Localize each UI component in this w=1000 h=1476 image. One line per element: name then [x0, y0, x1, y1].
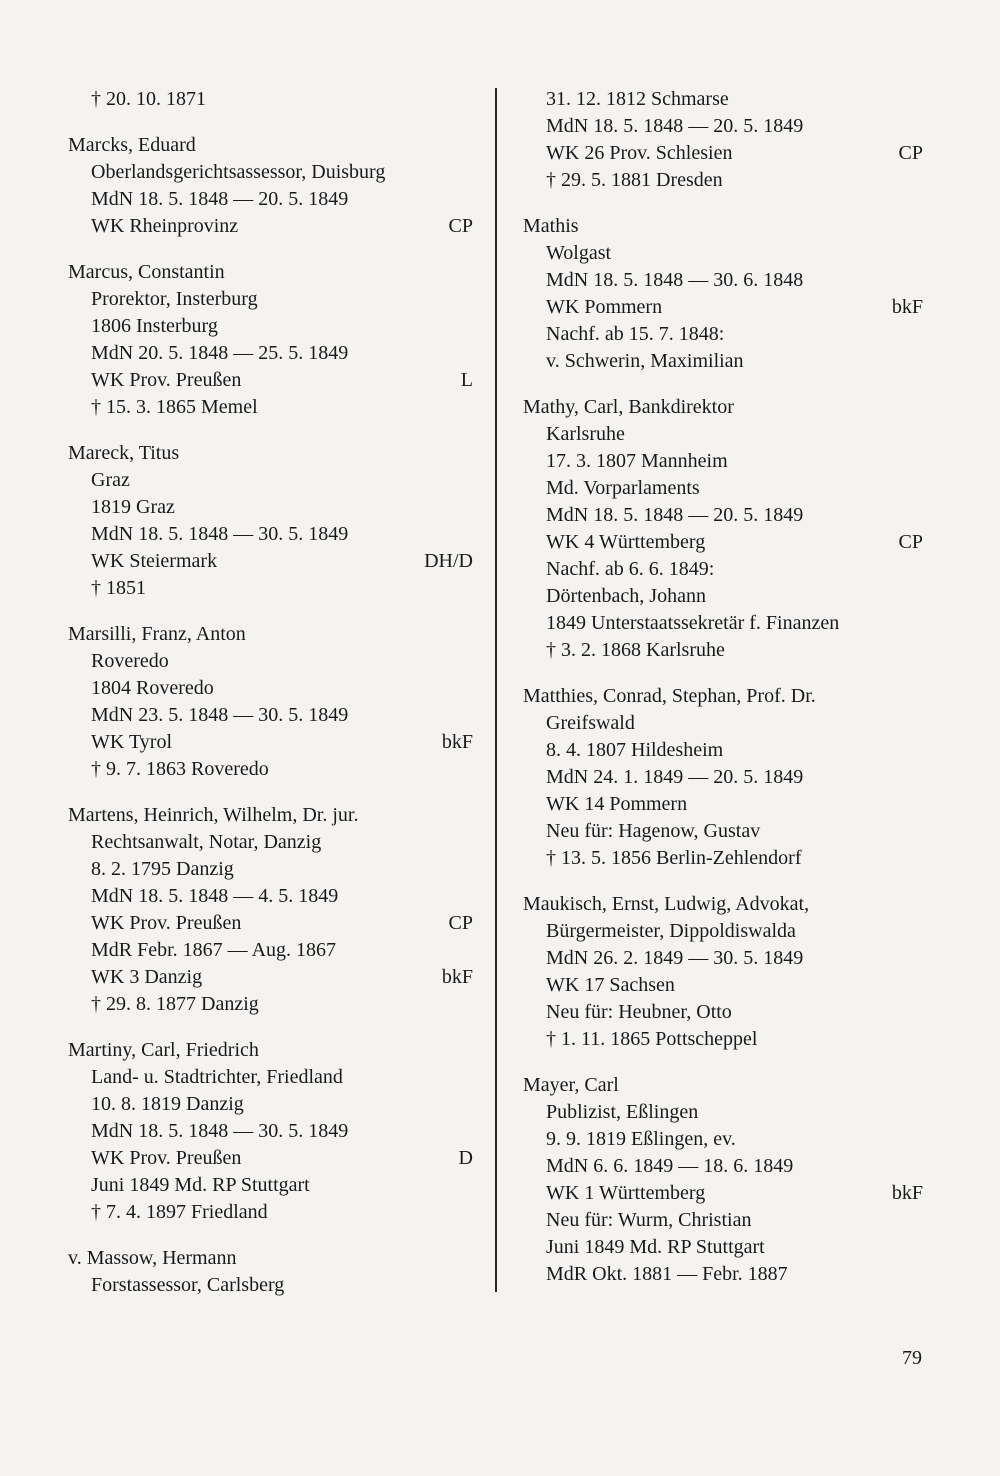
entry-detail-line	[68, 186, 473, 213]
entry-detail-line	[68, 367, 473, 394]
entry-detail-text: 1819 Graz	[91, 496, 175, 518]
entry-detail-line	[523, 267, 923, 294]
entry-name: Matthies, Conrad, Stephan, Prof. Dr.	[523, 685, 816, 707]
entry-detail-line	[68, 1145, 473, 1172]
entry-name-line	[523, 1072, 923, 1099]
entry-detail-line	[523, 86, 923, 113]
entry-detail-line	[523, 610, 923, 637]
entry-name-line	[68, 802, 473, 829]
entry-detail-line	[68, 1172, 473, 1199]
entry	[68, 132, 473, 240]
entry	[523, 683, 923, 872]
entry-detail-line	[523, 583, 923, 610]
entry-detail-line	[523, 448, 923, 475]
entry-name-line	[68, 440, 473, 467]
entry-detail-line	[523, 637, 923, 664]
entry-detail-line	[523, 348, 923, 375]
party-label: bkF	[441, 966, 473, 988]
entry-detail-text: Nachf. ab 6. 6. 1849:	[546, 558, 715, 580]
entry-detail-text: 1804 Roveredo	[91, 677, 214, 699]
entry-detail-text: MdN 24. 1. 1849 — 20. 5. 1849	[546, 766, 804, 788]
entry-detail-line	[68, 467, 473, 494]
entry	[523, 213, 923, 375]
entry-detail-text: MdN 18. 5. 1848 — 20. 5. 1849	[546, 115, 804, 137]
entry-name: Maukisch, Ernst, Ludwig, Advokat,	[523, 893, 810, 915]
entry-detail-text: 10. 8. 1819 Danzig	[91, 1093, 244, 1115]
entry-detail-line	[68, 394, 473, 421]
entry	[523, 891, 923, 1053]
entry-detail-line	[68, 702, 473, 729]
entry-detail-line	[68, 286, 473, 313]
page-number: 79	[902, 1347, 922, 1369]
entry-detail-text: Land- u. Stadtrichter, Friedland	[91, 1066, 343, 1088]
entry	[523, 394, 923, 664]
entry	[68, 621, 473, 783]
entry-detail-line	[68, 729, 473, 756]
entry-detail-line	[523, 972, 923, 999]
entry-name-line	[68, 259, 473, 286]
entry-detail-line	[68, 494, 473, 521]
entry-detail-text: Forstassessor, Carlsberg	[91, 1274, 285, 1296]
entry-detail-line	[523, 556, 923, 583]
entry-name-line	[68, 1245, 473, 1272]
entry-detail-line	[523, 1099, 923, 1126]
entry-detail-text: Dörtenbach, Johann	[546, 585, 706, 607]
entry-detail-text: 8. 4. 1807 Hildesheim	[546, 739, 724, 761]
entry-detail-text: WK Tyrol	[91, 731, 172, 753]
entry-name-line	[68, 132, 473, 159]
entry-detail-line	[68, 313, 473, 340]
entry	[68, 802, 473, 1018]
entry-detail-line	[523, 1234, 923, 1261]
entry-detail-text: Publizist, Eßlingen	[546, 1101, 699, 1123]
party-label: CP	[898, 142, 923, 164]
entry-detail-text: Neu für: Heubner, Otto	[546, 1001, 732, 1023]
entry-detail-text: † 15. 3. 1865 Memel	[91, 396, 258, 418]
entry-detail-text: Prorektor, Insterburg	[91, 288, 258, 310]
entry-detail-text: Roveredo	[91, 650, 169, 672]
entry-detail-text: WK Rheinprovinz	[91, 215, 239, 237]
entry-detail-text: † 29. 5. 1881 Dresden	[546, 169, 723, 191]
entry-detail-text: Juni 1849 Md. RP Stuttgart	[91, 1174, 310, 1196]
entry-detail-text: MdN 18. 5. 1848 — 20. 5. 1849	[546, 504, 804, 526]
entry-detail-line	[523, 710, 923, 737]
entry-detail-line	[523, 167, 923, 194]
left-column	[68, 86, 473, 1318]
entry-detail-text: MdN 26. 2. 1849 — 30. 5. 1849	[546, 947, 804, 969]
entry-detail-line	[523, 999, 923, 1026]
entry-detail-line	[523, 945, 923, 972]
entry-detail-text: † 9. 7. 1863 Roveredo	[91, 758, 269, 780]
entry-detail-line	[68, 1199, 473, 1226]
entry-detail-text: Greifswald	[546, 712, 635, 734]
entry-detail-text: WK Pommern	[546, 296, 663, 318]
entry-detail-text: † 1851	[91, 577, 146, 599]
entry-detail-line	[68, 521, 473, 548]
entry	[68, 259, 473, 421]
entry-detail-line	[68, 991, 473, 1018]
entry-detail-text: Oberlandsgerichtsassessor, Duisburg	[91, 161, 386, 183]
entry-detail-line	[68, 548, 473, 575]
entry	[68, 1245, 473, 1299]
party-label: CP	[898, 531, 923, 553]
party-label: CP	[448, 215, 473, 237]
party-label: L	[460, 369, 473, 391]
entry-detail-text: WK 3 Danzig	[91, 966, 203, 988]
entry-detail-text: Neu für: Hagenow, Gustav	[546, 820, 761, 842]
entry-detail-line	[68, 856, 473, 883]
party-label: bkF	[891, 1182, 923, 1204]
entry-detail-line	[523, 421, 923, 448]
entry-detail-text: MdN 23. 5. 1848 — 30. 5. 1849	[91, 704, 349, 726]
entry-detail-line	[523, 140, 923, 167]
entry-detail-line	[68, 213, 473, 240]
entry-detail-line	[68, 883, 473, 910]
entry-detail-text: 1806 Insterburg	[91, 315, 218, 337]
entry	[68, 1037, 473, 1226]
entry-detail-line	[68, 937, 473, 964]
entry-detail-line	[68, 1064, 473, 1091]
entry-name: Mayer, Carl	[523, 1074, 619, 1096]
entry-detail-text: WK Steiermark	[91, 550, 218, 572]
party-label: DH/D	[424, 550, 473, 572]
entry-detail-text: MdN 18. 5. 1848 — 30. 6. 1848	[546, 269, 804, 291]
entry-detail-line	[68, 1091, 473, 1118]
entry-detail-text: v. Schwerin, Maximilian	[546, 350, 744, 372]
entry	[68, 440, 473, 602]
entry-name: Marsilli, Franz, Anton	[68, 623, 246, 645]
entry-detail-line	[68, 675, 473, 702]
entry-detail-line	[68, 829, 473, 856]
entry-detail-text: † 20. 10. 1871	[91, 88, 206, 110]
entry-detail-text: MdN 20. 5. 1848 — 25. 5. 1849	[91, 342, 349, 364]
entry-detail-line	[523, 321, 923, 348]
party-label: bkF	[441, 731, 473, 753]
entry-detail-line	[68, 575, 473, 602]
entry-name-line	[523, 683, 923, 710]
entry-detail-text: WK Prov. Preußen	[91, 912, 242, 934]
entry-detail-text: WK 17 Sachsen	[546, 974, 675, 996]
entry-detail-text: Rechtsanwalt, Notar, Danzig	[91, 831, 322, 853]
entry-detail-line	[68, 159, 473, 186]
entry-detail-text: WK 14 Pommern	[546, 793, 688, 815]
entry-name-line	[523, 394, 923, 421]
entry-detail-line	[68, 1272, 473, 1299]
entry-detail-line	[68, 86, 473, 113]
entry-name-line	[68, 621, 473, 648]
entry-name: Martiny, Carl, Friedrich	[68, 1039, 259, 1061]
entry-detail-line	[523, 764, 923, 791]
entry-detail-text: MdR Okt. 1881 — Febr. 1887	[546, 1263, 788, 1285]
entry-detail-text: † 29. 8. 1877 Danzig	[91, 993, 259, 1015]
entry-detail-text: † 3. 2. 1868 Karlsruhe	[546, 639, 725, 661]
entry-detail-line	[523, 1180, 923, 1207]
entry-detail-text: † 13. 5. 1856 Berlin-Zehlendorf	[546, 847, 802, 869]
entry-detail-line	[68, 1118, 473, 1145]
entry-name-line	[523, 213, 923, 240]
entry-detail-line	[523, 818, 923, 845]
entry-detail-line	[523, 502, 923, 529]
entry-detail-line	[68, 756, 473, 783]
entry-detail-line	[523, 1261, 923, 1288]
entry-detail-text: Wolgast	[546, 242, 612, 264]
entry-detail-line	[523, 529, 923, 556]
entry-detail-line	[68, 648, 473, 675]
entry-detail-line	[523, 918, 923, 945]
entry-detail-text: MdN 18. 5. 1848 — 30. 5. 1849	[91, 1120, 349, 1142]
entry-detail-text: Nachf. ab 15. 7. 1848:	[546, 323, 725, 345]
entry-name: v. Massow, Hermann	[68, 1247, 237, 1269]
entry-detail-text: MdN 18. 5. 1848 — 4. 5. 1849	[91, 885, 339, 907]
entry-detail-text: Neu für: Wurm, Christian	[546, 1209, 752, 1231]
entry-detail-line	[523, 1126, 923, 1153]
entry-detail-text: WK 26 Prov. Schlesien	[546, 142, 733, 164]
entry-detail-text: MdR Febr. 1867 — Aug. 1867	[91, 939, 337, 961]
party-label: bkF	[891, 296, 923, 318]
entry-detail-line	[523, 1207, 923, 1234]
entry-detail-text: Juni 1849 Md. RP Stuttgart	[546, 1236, 765, 1258]
entry-detail-text: WK Prov. Preußen	[91, 369, 242, 391]
entry-detail-text: Graz	[91, 469, 130, 491]
entry	[523, 1072, 923, 1288]
entry-name: Marcks, Eduard	[68, 134, 196, 156]
entry-detail-text: MdN 18. 5. 1848 — 30. 5. 1849	[91, 523, 349, 545]
entry	[523, 86, 923, 194]
entry-detail-text: WK 4 Württemberg	[546, 531, 706, 553]
entry-detail-line	[68, 340, 473, 367]
entry-detail-line	[523, 791, 923, 818]
entry-name: Mareck, Titus	[68, 442, 180, 464]
entry-detail-text: 8. 2. 1795 Danzig	[91, 858, 234, 880]
entry-detail-line	[68, 910, 473, 937]
entry-name: Mathis	[523, 215, 579, 237]
entry-detail-text: † 1. 11. 1865 Pottscheppel	[546, 1028, 758, 1050]
entry-name: Marcus, Constantin	[68, 261, 225, 283]
entry-name: Martens, Heinrich, Wilhelm, Dr. jur.	[68, 804, 359, 826]
entry-detail-text: WK Prov. Preußen	[91, 1147, 242, 1169]
entry-detail-line	[523, 845, 923, 872]
entry-detail-line	[523, 113, 923, 140]
column-divider	[495, 88, 497, 1292]
entry-name: Mathy, Carl, Bankdirektor	[523, 396, 734, 418]
entry-detail-text: 31. 12. 1812 Schmarse	[546, 88, 729, 110]
entry-detail-line	[523, 1026, 923, 1053]
right-column	[523, 86, 923, 1307]
entry-detail-text: WK 1 Württemberg	[546, 1182, 706, 1204]
entry-detail-text: MdN 18. 5. 1848 — 20. 5. 1849	[91, 188, 349, 210]
entry-detail-text: Bürgermeister, Dippoldiswalda	[546, 920, 796, 942]
entry-detail-text: 1849 Unterstaatssekretär f. Finanzen	[546, 612, 840, 634]
entry-detail-line	[523, 475, 923, 502]
entry-detail-line	[523, 294, 923, 321]
entry-detail-line	[68, 964, 473, 991]
entry-detail-text: Md. Vorparlaments	[546, 477, 700, 499]
entry-name-line	[68, 1037, 473, 1064]
entry-name-line	[523, 891, 923, 918]
entry-detail-text: MdN 6. 6. 1849 — 18. 6. 1849	[546, 1155, 794, 1177]
entry-detail-text: 17. 3. 1807 Mannheim	[546, 450, 728, 472]
entry-detail-text: Karlsruhe	[546, 423, 625, 445]
entry-detail-line	[523, 737, 923, 764]
party-label: D	[458, 1147, 473, 1169]
entry-detail-line	[523, 240, 923, 267]
party-label: CP	[448, 912, 473, 934]
entry-detail-text: 9. 9. 1819 Eßlingen, ev.	[546, 1128, 736, 1150]
entry-detail-text: † 7. 4. 1897 Friedland	[91, 1201, 268, 1223]
entry	[68, 86, 473, 113]
entry-detail-line	[523, 1153, 923, 1180]
